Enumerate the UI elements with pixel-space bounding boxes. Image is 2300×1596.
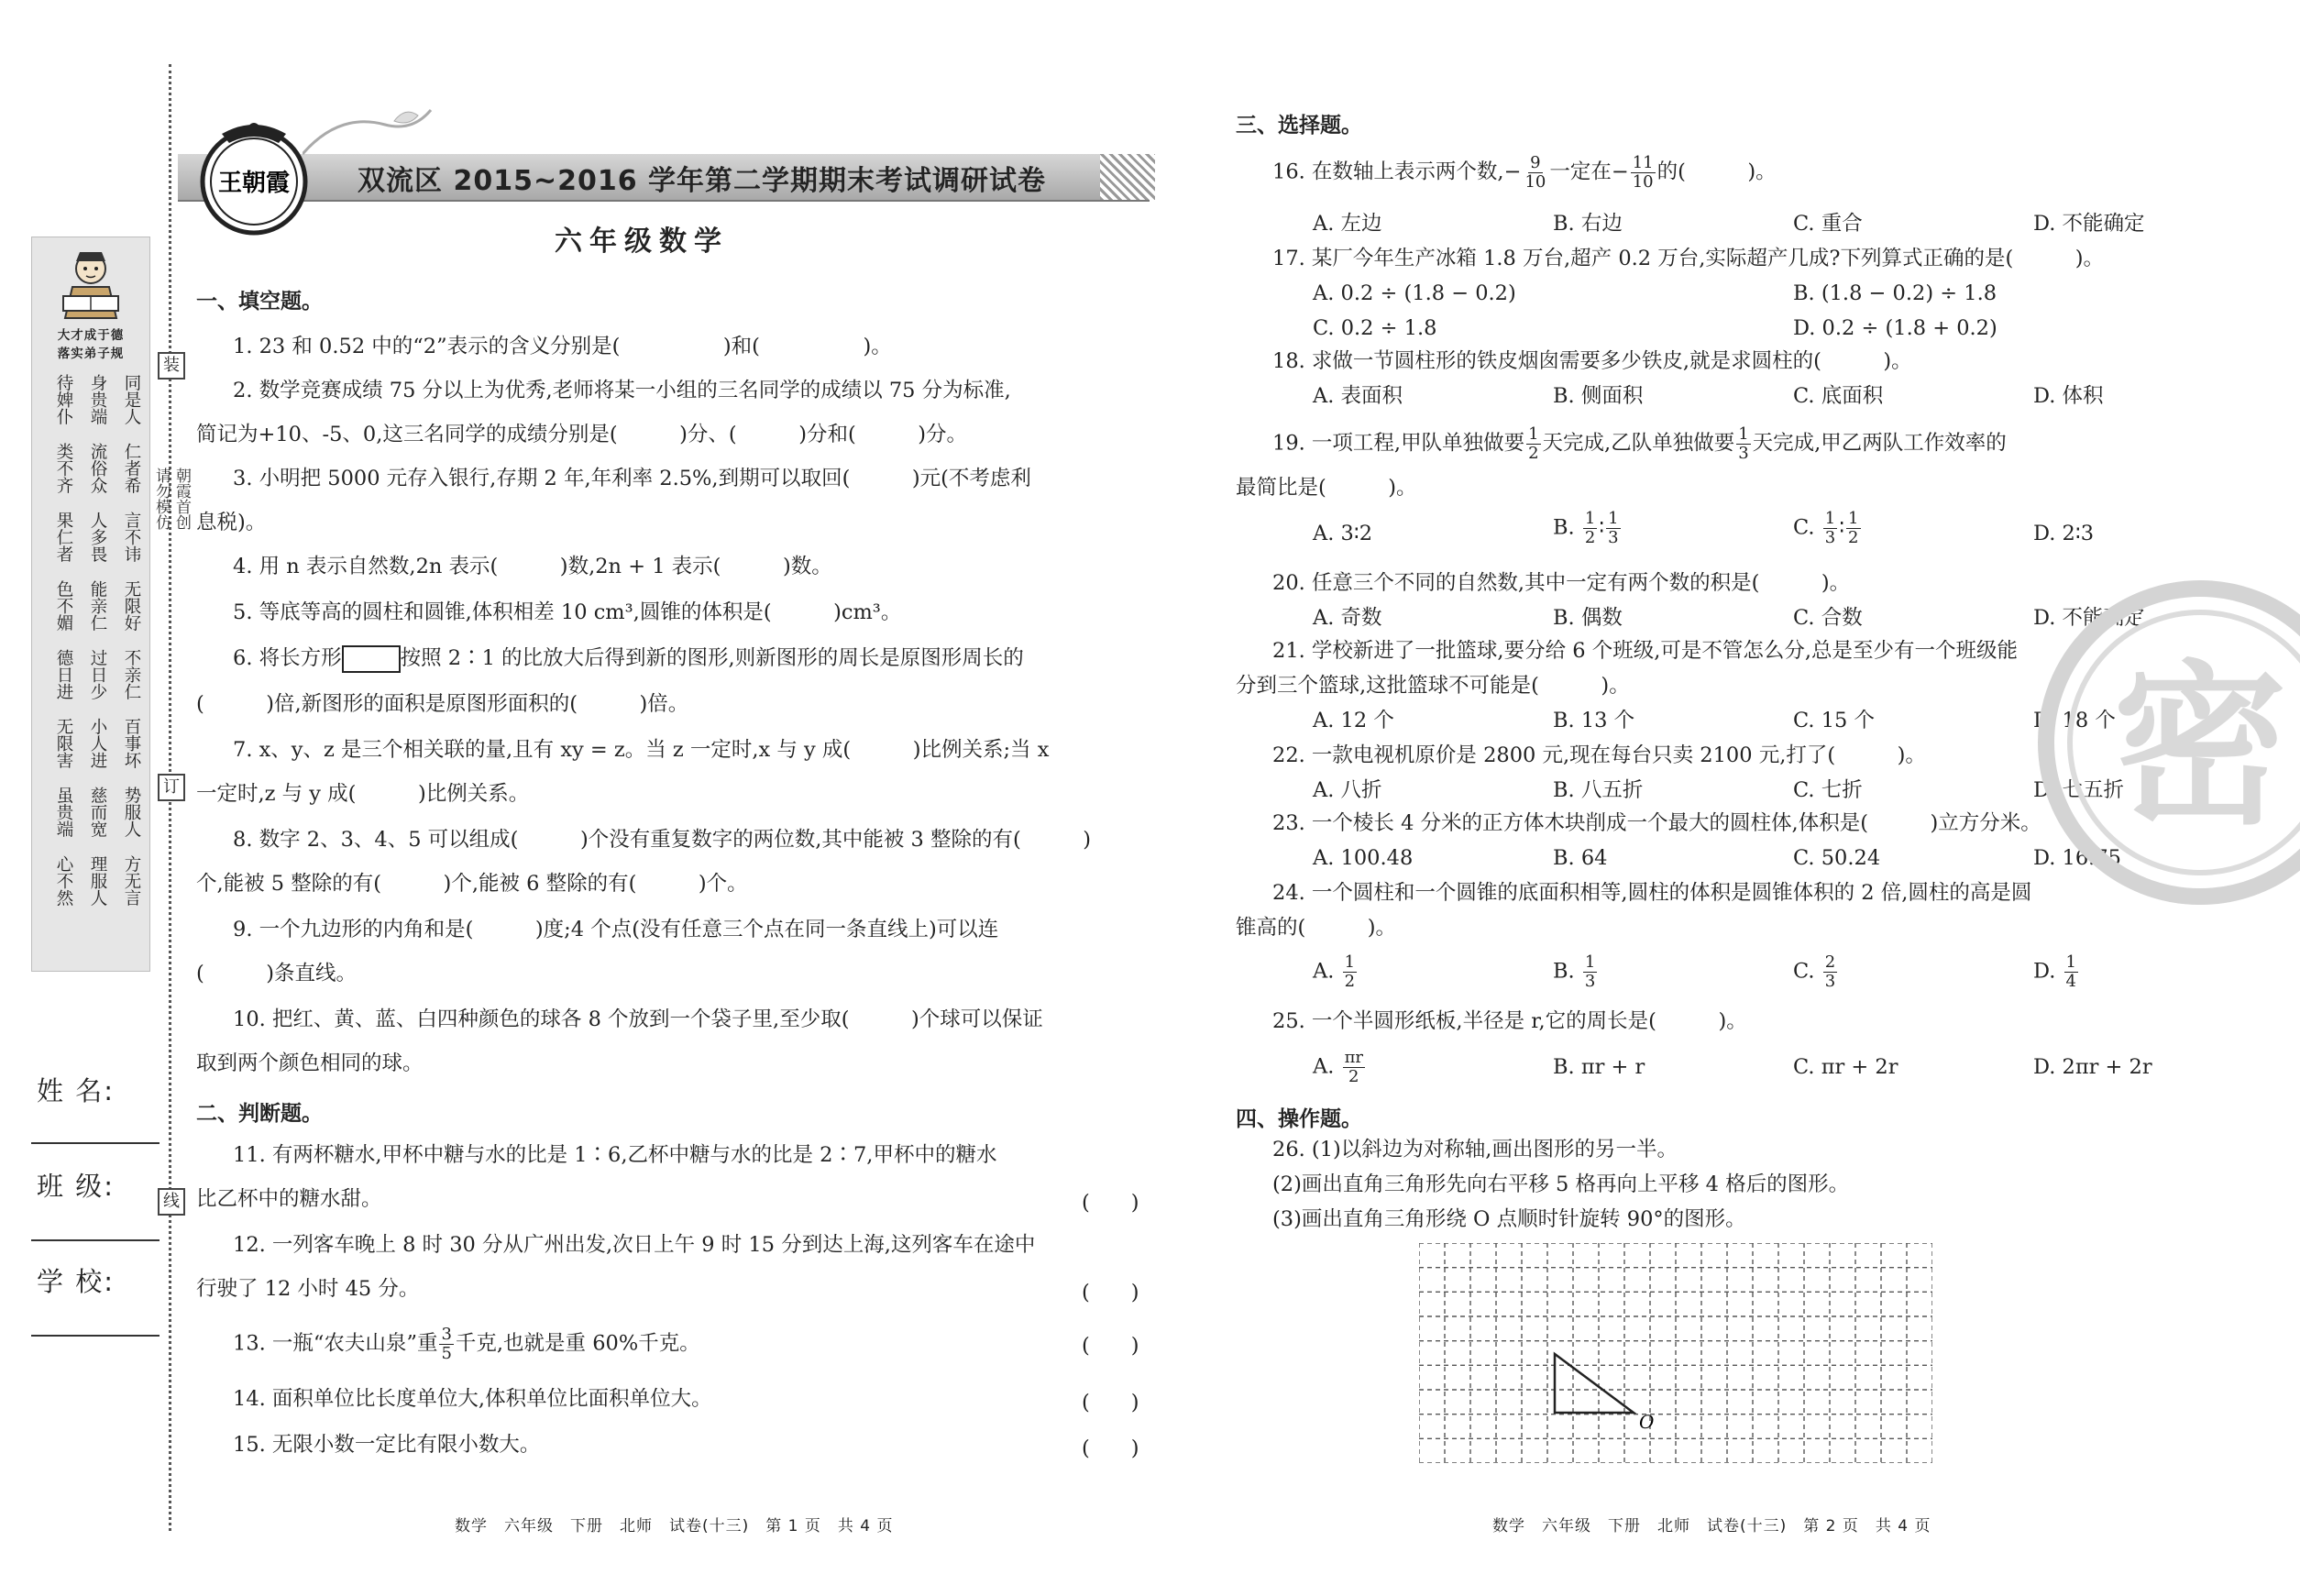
binding-char-xian: 线 <box>158 1188 185 1216</box>
question-21-line2: 分到三个篮球,这批篮球不可能是( )。 <box>1236 674 1630 698</box>
motto-column: 身贵端 <box>88 374 107 425</box>
motto-column: 理服人 <box>88 855 107 907</box>
question-15: 15. 无限小数一定比有限小数大。 <box>233 1433 541 1457</box>
q17-option-a[interactable]: A. 0.2 ÷ (1.8 − 0.2) <box>1313 281 1516 305</box>
fraction <box>1343 953 1357 991</box>
ratio-sign: ∶ <box>1599 515 1605 540</box>
q24-option-b[interactable] <box>1553 953 1599 991</box>
q16-option-c[interactable]: C. 重合 <box>1793 212 1863 236</box>
q24-option-a[interactable] <box>1313 953 1359 991</box>
q16-text: 16. 在数轴上表示两个数,− <box>1272 160 1522 184</box>
confidential-stamp-icon <box>2026 568 2300 917</box>
fraction <box>1583 510 1597 547</box>
scholar-figure-icon <box>54 248 127 320</box>
motto-column: 势服人 <box>122 787 141 838</box>
question-26-part1: 26. (1)以斜边为对称轴,画出图形的另一半。 <box>1272 1138 1678 1161</box>
q20-option-d[interactable]: D. 不能确定 <box>2033 606 2145 630</box>
section-operations: 四、操作题。 <box>1236 1107 1362 1131</box>
q13-text: 千克,也就是重 60%千克。 <box>455 1331 700 1356</box>
q22-option-b[interactable]: B. 八五折 <box>1553 778 1644 802</box>
question-7-line2: 一定时,z 与 y 成( )比例关系。 <box>196 782 530 806</box>
answer-bracket-11[interactable]: ( ) <box>1082 1191 1139 1215</box>
question-19-line2: 最简比是( )。 <box>1236 476 1417 500</box>
q24-option-d[interactable] <box>2033 953 2080 991</box>
q19-text: 天完成,甲乙两队工作效率的 <box>1752 431 2007 456</box>
page-footer-left: 数学 六年级 下册 北师 试卷(十三) 第 1 页 共 4 页 <box>455 1517 894 1535</box>
answer-bracket-12[interactable]: ( ) <box>1082 1281 1139 1304</box>
question-2-line1: 2. 数学竞赛成绩 75 分以上为优秀,老师将某一小组的三名同学的成绩以 75 分为标准, <box>233 379 1011 402</box>
q16-text: 一定在− <box>1549 160 1629 184</box>
motto-column: 无限害 <box>54 718 73 769</box>
numerator: 3 <box>441 1325 452 1344</box>
q6-text: 按照 2∶1 的比放大后得到新的图形,则新图形的周长是原图形周长的 <box>400 646 1024 670</box>
fraction <box>1736 425 1750 463</box>
q16-option-d[interactable]: D. 不能确定 <box>2033 212 2145 236</box>
motto-column: 类不齐 <box>54 443 73 494</box>
question-11-line1: 11. 有两杯糖水,甲杯中糖与水的比是 1∶6,乙杯中糖与水的比是 2∶7,甲杯中的糖水 <box>233 1143 997 1167</box>
q21-option-b[interactable]: B. 13 个 <box>1553 709 1635 732</box>
option-label: D. <box>2033 959 2056 984</box>
notice-line: 请勿模仿 <box>152 468 171 530</box>
q19-text: 天完成,乙队单独做要 <box>1542 431 1735 456</box>
question-16 <box>1272 154 1777 192</box>
logo-text: 王朝霞 <box>217 170 291 197</box>
question-11-line2: 比乙杯中的糖水甜。 <box>196 1187 382 1211</box>
denominator: 3 <box>1824 972 1836 991</box>
question-12-line1: 12. 一列客车晚上 8 时 30 分从广州出发,次日上午 9 时 15 分到达上海,这列客车在途中 <box>233 1233 1036 1257</box>
q17-option-b[interactable]: B. (1.8 − 0.2) ÷ 1.8 <box>1793 281 1997 305</box>
q20-option-b[interactable]: B. 偶数 <box>1553 606 1623 630</box>
motto-column: 小人进 <box>88 718 107 769</box>
answer-bracket-13[interactable]: ( ) <box>1082 1334 1139 1358</box>
numerator: 1 <box>1738 424 1749 444</box>
question-23: 23. 一个棱长 4 分米的正方体木块削成一个最大的圆柱体,体积是( )立方分米。 <box>1272 811 2041 835</box>
q22-option-d[interactable]: D. 七五折 <box>2033 778 2125 802</box>
question-10-line2: 取到两个颜色相同的球。 <box>196 1051 424 1075</box>
slogan-line-2: 落实弟子规 <box>57 347 125 361</box>
question-2-line2: 简记为+10、-5、0,这三名同学的成绩分别是( )分、( )分和( )分。 <box>196 423 968 446</box>
fraction <box>1823 953 1837 991</box>
right-triangle <box>1555 1354 1634 1413</box>
question-9-line1: 9. 一个九边形的内角和是( )度;4 个点(没有任意三个点在同一条直线上)可以连 <box>233 918 999 941</box>
denominator: 3 <box>1824 528 1836 547</box>
option-label: C. <box>1793 959 1815 984</box>
name-field[interactable] <box>31 1142 160 1144</box>
fraction <box>1526 425 1540 463</box>
motto-column: 同是人 <box>122 374 141 425</box>
denominator: 3 <box>1608 528 1619 547</box>
q19-option-d[interactable]: D. 2∶3 <box>2033 522 2095 545</box>
q19-option-a[interactable]: A. 3∶2 <box>1313 522 1373 545</box>
question-7-line1: 7. x、y、z 是三个相关联的量,且有 xy = z。当 z 一定时,x 与 y 成( )比例关系;当 x <box>233 738 1050 762</box>
fraction <box>1846 510 1860 547</box>
denominator: 3 <box>1738 444 1749 463</box>
numerator: 1 <box>1608 509 1619 528</box>
school-field[interactable] <box>31 1335 160 1337</box>
brand-logo <box>194 119 314 238</box>
numerator: 1 <box>1824 509 1836 528</box>
q22-option-a[interactable]: A. 八折 <box>1313 778 1382 802</box>
notice-line: 朝霞首创 <box>172 468 191 530</box>
motto-column: 色不媚 <box>54 580 73 632</box>
numerator: 11 <box>1632 153 1654 172</box>
motto-column: 无限好 <box>122 580 141 632</box>
numerator: πr <box>1344 1048 1363 1067</box>
question-26-part2: (2)画出直角三角形先向右平移 5 格再向上平移 4 格后的图形。 <box>1272 1172 1850 1196</box>
motto-column: 流俗众 <box>88 443 107 494</box>
denominator: 5 <box>441 1344 452 1363</box>
option-label: C. <box>1793 515 1815 540</box>
question-1: 1. 23 和 0.52 中的“2”表示的含义分别是( )和( )。 <box>233 335 892 358</box>
q25-option-d[interactable]: D. 2πr + 2r <box>2033 1055 2152 1079</box>
numerator: 1 <box>1584 509 1596 528</box>
question-5: 5. 等底等高的圆柱和圆锥,体积相差 10 cm³,圆锥的体积是( )cm³。 <box>233 600 902 624</box>
numerator: 2 <box>1824 952 1836 972</box>
motto-column: 虽贵端 <box>54 787 73 838</box>
denominator: 3 <box>1584 972 1596 991</box>
motto-column: 人多畏 <box>88 512 107 563</box>
q19-option-b[interactable] <box>1553 510 1623 547</box>
question-22: 22. 一款电视机原价是 2800 元,现在每台只卖 2100 元,打了( )。 <box>1272 743 1926 767</box>
motto-column: 言不讳 <box>122 512 141 563</box>
motto-panel <box>31 237 150 972</box>
q19-option-c[interactable] <box>1793 510 1863 547</box>
fraction <box>2064 953 2078 991</box>
question-14: 14. 面积单位比长度单位大,体积单位比面积单位大。 <box>233 1387 712 1411</box>
answer-bracket-15[interactable]: ( ) <box>1082 1436 1139 1460</box>
q16-option-a[interactable]: A. 左边 <box>1313 212 1382 236</box>
denominator: 2 <box>1848 528 1859 547</box>
q21-option-a[interactable]: A. 12 个 <box>1313 709 1394 732</box>
copyright-notice <box>151 468 192 530</box>
question-17: 17. 某厂今年生产冰箱 1.8 万台,超产 0.2 万台,实际超产几成?下列算式正确的是( )。 <box>1272 247 2105 270</box>
q18-option-a[interactable]: A. 表面积 <box>1313 384 1403 408</box>
numerator: 9 <box>1530 153 1541 172</box>
q25-option-c[interactable]: C. πr + 2r <box>1793 1055 1898 1079</box>
option-label: A. <box>1313 1054 1335 1079</box>
section-multiple-choice: 三、选择题。 <box>1236 114 1362 138</box>
q23-option-a[interactable]: A. 100.48 <box>1313 846 1414 870</box>
motto-column: 心不然 <box>54 855 73 907</box>
q23-option-c[interactable]: C. 50.24 <box>1793 846 1881 870</box>
question-21-line1: 21. 学校新进了一批篮球,要分给 6 个班级,可是不管怎么分,总是至少有一个班级能 <box>1272 639 2019 663</box>
question-4: 4. 用 n 表示自然数,2n 表示( )数,2n + 1 表示( )数。 <box>233 555 832 578</box>
fraction <box>1606 510 1620 547</box>
drawing-grid[interactable] <box>1419 1243 1932 1463</box>
numerator: 1 <box>1848 509 1859 528</box>
question-3-line2: 息税)。 <box>196 511 267 534</box>
question-20: 20. 任意三个不同的自然数,其中一定有两个数的积是( )。 <box>1272 571 1851 595</box>
fraction <box>1823 510 1837 547</box>
question-25: 25. 一个半圆形纸板,半径是 r,它的周长是( )。 <box>1272 1009 1747 1033</box>
question-19-line1 <box>1272 425 2007 463</box>
question-6-line1 <box>233 645 1024 673</box>
stamp-text: 密 <box>2112 645 2288 848</box>
denominator: 2 <box>1528 444 1539 463</box>
motto-column: 不亲仁 <box>122 649 141 700</box>
question-8-line1: 8. 数字 2、3、4、5 可以组成( )个没有重复数字的两位数,其中能被 3 整除的有( ) <box>233 828 1092 852</box>
fraction <box>1583 953 1597 991</box>
question-24-line1: 24. 一个圆柱和一个圆锥的底面积相等,圆柱的体积是圆锥体积的 2 倍,圆柱的高是圆 <box>1272 881 2032 905</box>
q6-text: 6. 将长方形 <box>233 646 342 670</box>
motto-column: 果仁者 <box>54 512 73 563</box>
section-fill-blank: 一、填空题。 <box>196 290 323 314</box>
q22-option-c[interactable]: C. 七折 <box>1793 778 1863 802</box>
fraction <box>1523 154 1547 192</box>
question-18: 18. 求做一节圆柱形的铁皮烟囱需要多少铁皮,就是求圆柱的( )。 <box>1272 349 1912 373</box>
denominator: 10 <box>1632 172 1654 192</box>
q17-option-d[interactable]: D. 0.2 ÷ (1.8 + 0.2) <box>1793 316 1997 340</box>
q18-option-c[interactable]: C. 底面积 <box>1793 384 1884 408</box>
q24-option-c[interactable] <box>1793 953 1839 991</box>
q13-text: 13. 一瓶“农夫山泉”重 <box>233 1331 438 1356</box>
numerator: 1 <box>2065 952 2076 972</box>
q18-option-b[interactable]: B. 侧面积 <box>1553 384 1644 408</box>
question-3-line1: 3. 小明把 5000 元存入银行,存期 2 年,年利率 2.5%,到期可以取回( )元(不考虑利 <box>233 467 1031 490</box>
motto-column: 百事坏 <box>122 718 141 769</box>
denominator: 2 <box>1348 1067 1359 1086</box>
motto-column: 仁者希 <box>122 443 141 494</box>
rectangle-figure <box>342 645 401 673</box>
ratio-sign: ∶ <box>1839 515 1845 540</box>
denominator: 4 <box>2065 972 2076 991</box>
motto-columns <box>39 369 142 919</box>
q21-option-d[interactable]: D. 18 个 <box>2033 709 2116 732</box>
slogan-line-1: 大才成于德 <box>57 328 125 343</box>
question-26-part3: (3)画出直角三角形绕 O 点顺时针旋转 90°的图形。 <box>1272 1207 1746 1231</box>
answer-bracket-14[interactable]: ( ) <box>1082 1391 1139 1414</box>
motto-column: 过日少 <box>88 649 107 700</box>
q17-option-c[interactable]: C. 0.2 ÷ 1.8 <box>1313 316 1437 340</box>
q20-option-c[interactable]: C. 合数 <box>1793 606 1863 630</box>
question-6-line2: ( )倍,新图形的面积是原图形面积的( )倍。 <box>196 692 689 716</box>
motto-column: 慈而宽 <box>88 787 107 838</box>
q20-option-a[interactable]: A. 奇数 <box>1313 606 1382 630</box>
fraction <box>439 1326 453 1363</box>
q18-option-d[interactable]: D. 体积 <box>2033 384 2104 408</box>
exam-subtitle: 六年级数学 <box>555 226 729 258</box>
q21-option-c[interactable]: C. 15 个 <box>1793 709 1876 732</box>
q16-text: 的( )。 <box>1656 160 1777 184</box>
name-label: 姓 名: <box>37 1075 115 1106</box>
denominator: 10 <box>1524 172 1546 192</box>
school-label: 学 校: <box>37 1266 115 1297</box>
exam-title: 双流区 2015~2016 学年第二学期期末考试调研试卷 <box>358 165 1047 197</box>
motto-column: 待婢仆 <box>54 374 73 425</box>
question-12-line2: 行驶了 12 小时 45 分。 <box>196 1277 420 1301</box>
motto-column: 德日进 <box>54 649 73 700</box>
numerator: 1 <box>1528 424 1539 444</box>
question-8-line2: 个,能被 5 整除的有( )个,能被 6 整除的有( )个。 <box>196 872 748 896</box>
ribbon-decoration-icon <box>303 103 440 158</box>
fraction <box>1343 1049 1365 1086</box>
section-true-false: 二、判断题。 <box>196 1102 323 1126</box>
question-9-line2: ( )条直线。 <box>196 962 358 985</box>
numerator: 1 <box>1344 952 1356 972</box>
question-10-line1: 10. 把红、黄、蓝、白四种颜色的球各 8 个放到一个袋子里,至少取( )个球可以保证 <box>233 1007 1043 1031</box>
page-footer-right: 数学 六年级 下册 北师 试卷(十三) 第 2 页 共 4 页 <box>1492 1517 1931 1535</box>
option-label: B. <box>1553 959 1575 984</box>
numerator: 1 <box>1584 952 1596 972</box>
q25-option-b[interactable]: B. πr + r <box>1553 1055 1645 1079</box>
class-field[interactable] <box>31 1239 160 1241</box>
question-24-line2: 锥高的( )。 <box>1236 916 1397 940</box>
denominator: 2 <box>1344 972 1356 991</box>
fraction <box>1631 154 1656 192</box>
question-13 <box>233 1326 700 1363</box>
binding-char-zhuang: 装 <box>158 352 185 380</box>
option-label: B. <box>1553 515 1575 540</box>
q23-option-d[interactable]: D. 16.75 <box>2033 846 2121 870</box>
q19-text: 19. 一项工程,甲队单独做要 <box>1272 431 1525 456</box>
option-label: A. <box>1313 959 1335 984</box>
motto-column: 能亲仁 <box>88 580 107 632</box>
motto-column: 方无言 <box>122 855 141 907</box>
denominator: 2 <box>1584 528 1596 547</box>
class-label: 班 级: <box>37 1171 115 1202</box>
point-o-label: O <box>1639 1411 1655 1433</box>
binding-char-ding: 订 <box>158 774 185 801</box>
q16-option-b[interactable]: B. 右边 <box>1553 212 1623 236</box>
q25-option-a[interactable] <box>1313 1049 1367 1086</box>
q23-option-b[interactable]: B. 64 <box>1553 846 1608 870</box>
